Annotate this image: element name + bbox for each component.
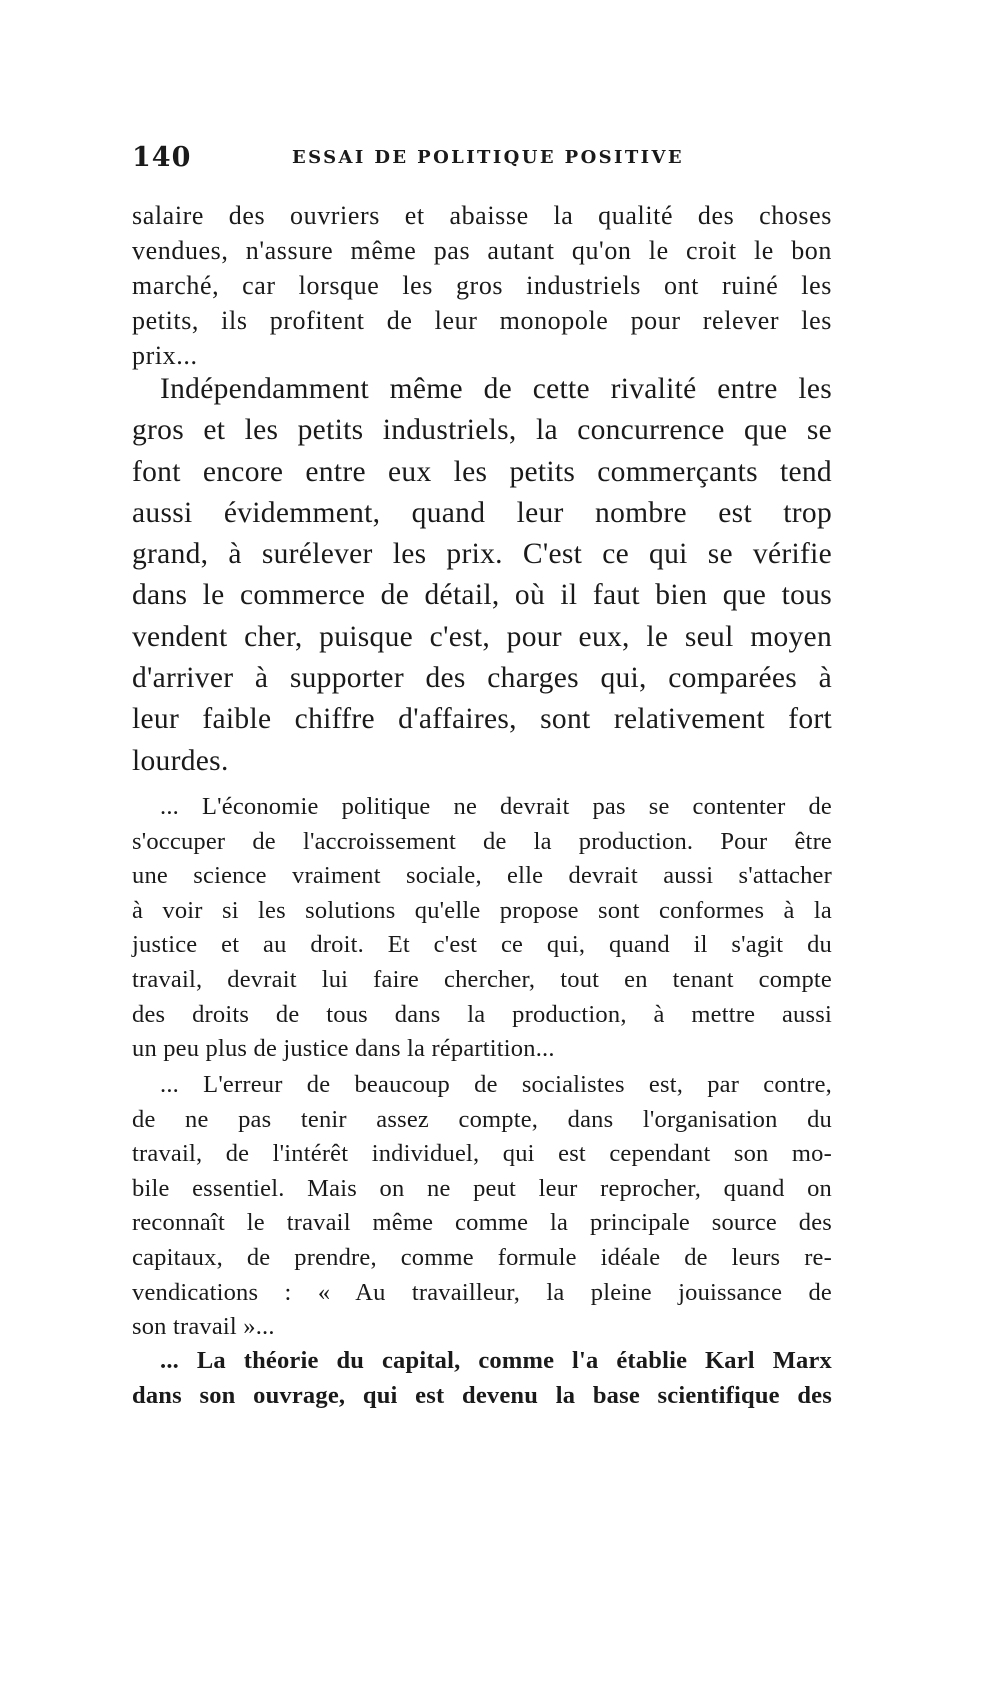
text-line: grand, à surélever les prix. C'est ce qui se vérifie [132,538,832,571]
text-line: travail, de l'intérêt individuel, qui est cependant son mo- [132,1140,832,1168]
text-line: dans le commerce de détail, où il faut bien que tous [132,579,832,612]
page-header [132,142,832,174]
text-line: vendues, n'assure même pas autant qu'on le croit le bon [132,236,832,265]
text-line: à voir si les solutions qu'elle propose sont conformes à la [132,896,832,924]
text-line: s'occuper de l'accroissement de la production. Pour être [132,827,832,855]
text-line: font encore entre eux les petits commerçants tend [132,455,832,488]
text-line: des droits de tous dans la production, à mettre aussi [132,1000,832,1028]
text-line: d'arriver à supporter des charges qui, comparées à [132,662,832,695]
continuation-paragraph [132,198,832,373]
quotation-socialistes [132,1068,832,1345]
text-line: leur faible chiffre d'affaires, sont relativement fort [132,703,832,736]
text-line: ... L'économie politique ne devrait pas se contenter de [160,793,832,820]
text-line: un peu plus de justice dans la répartition... [132,1035,555,1063]
text-line: bile essentiel. Mais on ne peut leur reprocher, quand on [132,1174,832,1202]
text-line: son travail »... [132,1313,275,1341]
text-line: aussi évidemment, quand leur nombre est trop [132,496,832,529]
running-title: ESSAI DE POLITIQUE POSITIVE [292,147,684,168]
text-line: marché, car lorsque les gros industriels ont ruiné les [132,271,832,300]
text-line: Indépendamment même de cette rivalité entre les [160,373,832,405]
text-line: lourdes. [132,744,229,777]
main-paragraph [132,369,832,782]
text-line: capitaux, de prendre, comme formule idéale de leurs re- [132,1243,832,1271]
text-line: ... L'erreur de beaucoup de socialistes est, par contre, [160,1071,832,1098]
text-line: dans son ouvrage, qui est devenu la base scientifique des [132,1381,832,1409]
text-line: de ne pas tenir assez compte, dans l'organisation du [132,1105,832,1133]
text-line: une science vraiment sociale, elle devrait aussi s'attacher [132,862,832,890]
text-line: salaire des ouvriers et abaisse la qualité des choses [132,201,832,230]
text-line: prix... [132,341,198,370]
text-line: petits, ils profitent de leur monopole pour relever les [132,306,832,335]
text-line: travail, devrait lui faire chercher, tout en tenant compte [132,965,832,993]
text-line: ... La théorie du capital, comme l'a établie Karl Marx [160,1347,832,1374]
quotation-economie [132,790,832,1067]
text-line: vendent cher, puisque c'est, pour eux, le seul moyen [132,620,832,653]
text-line: gros et les petits industriels, la concurrence que se [132,414,832,447]
text-line: vendications : « Au travailleur, la pleine jouissance de [132,1278,832,1306]
text-line: reconnaît le travail même comme la principale source des [132,1209,832,1237]
page-number: 140 [132,142,192,173]
text-line: justice et au droit. Et c'est ce qui, quand il s'agit du [132,931,832,959]
quotation-capital [132,1344,832,1413]
